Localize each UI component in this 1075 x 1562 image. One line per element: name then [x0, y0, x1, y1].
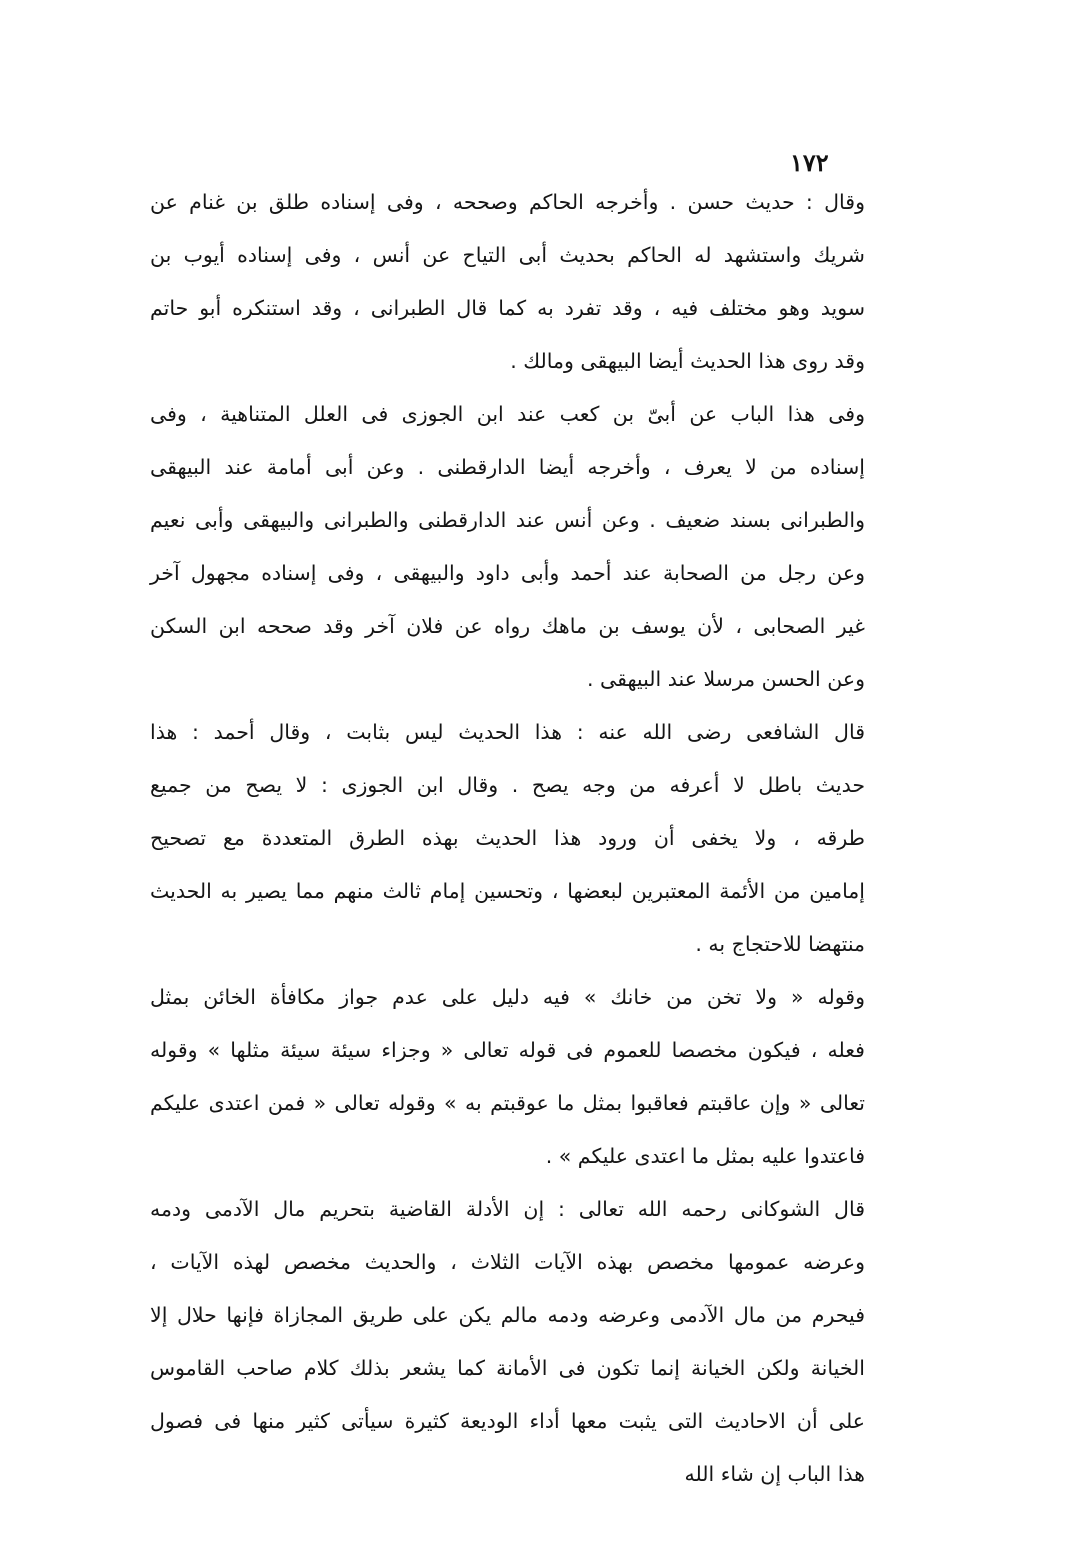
body-text	[150, 176, 865, 1501]
paragraph-2	[150, 388, 865, 706]
text-line: وعن رجل من الصحابة عند أحمد وأبى داود والبيهقى ، وفى إسناده مجهول آخر	[150, 561, 865, 585]
text-line: منتهضا للاحتجاج به .	[695, 932, 865, 956]
paragraph-1	[150, 176, 865, 388]
text-line: وقوله « ولا تخن من خانك » فيه دليل على عدم جواز مكافأة الخائن بمثل	[150, 985, 865, 1009]
text-line: هذا الباب إن شاء الله	[684, 1462, 865, 1486]
text-line: إسناده من لا يعرف ، وأخرجه أيضا الدارقطنى . وعن أبى أمامة عند البيهقى	[150, 455, 865, 479]
text-line: وقال : حديث حسن . وأخرجه الحاكم وصححه ، وفى إسناده طلق بن غنام عن	[150, 190, 865, 214]
text-line: حديث باطل لا أعرفه من وجه يصح . وقال ابن الجوزى : لا يصح من جميع	[150, 773, 865, 797]
text-line: شريك واستشهد له الحاكم بحديث أبى التياح عن أنس ، وفى إسناده أيوب بن	[150, 243, 865, 267]
text-line: قال الشوكانى رحمه الله تعالى : إن الأدلة القاضية بتحريم مال الآدمى ودمه	[150, 1197, 865, 1221]
paragraph-4	[150, 971, 865, 1183]
text-line: قال الشافعى رضى الله عنه : هذا الحديث ليس بثابت ، وقال أحمد : هذا	[150, 720, 865, 744]
text-line: إمامين من الأئمة المعتبرين لبعضها ، وتحسين إمام ثالث منهم مما يصير به الحديث	[150, 879, 865, 903]
text-line: وعن الحسن مرسلا عند البيهقى .	[586, 667, 865, 691]
text-line: والطبرانى بسند ضعيف . وعن أنس عند الدارقطنى والطبرانى والبيهقى وأبى نعيم	[150, 508, 865, 532]
text-line: سويد وهو مختلف فيه ، وقد تفرد به كما قال الطبرانى ، وقد استنكره أبو حاتم	[150, 296, 865, 320]
text-line: الخيانة ولكن الخيانة إنما تكون فى الأمانة كما يشعر بذلك كلام صاحب القاموس	[150, 1356, 865, 1380]
text-line: طرقه ، ولا يخفى أن ورود هذا الحديث بهذه الطرق المتعددة مع تصحيح	[150, 826, 865, 850]
text-line: تعالى « وإن عاقبتم فعاقبوا بمثل ما عوقبتم به » وقوله تعالى « فمن اعتدى عليكم	[150, 1091, 865, 1115]
paragraph-3	[150, 706, 865, 971]
text-line: غير الصحابى ، لأن يوسف بن ماهك رواه عن فلان آخر وقد صححه ابن السكن	[150, 614, 865, 638]
text-line: فاعتدوا عليه بمثل ما اعتدى عليكم » .	[545, 1144, 865, 1168]
paragraph-5	[150, 1183, 865, 1501]
text-line: على أن الاحاديث التى يثبت معها أداء الوديعة كثيرة سيأتى كثير منها فى فصول	[150, 1409, 865, 1433]
page-number: ١٧٢	[790, 148, 829, 177]
text-line: وقد روى هذا الحديث أيضا البيهقى ومالك .	[510, 349, 865, 373]
text-line: فيحرم من مال الآدمى وعرضه ودمه مالم يكن على طريق المجازاة فإنها حلال إلا	[150, 1303, 865, 1327]
text-line: فعله ، فيكون مخصصا للعموم فى قوله تعالى « وجزاء سيئة سيئة مثلها » وقوله	[150, 1038, 865, 1062]
text-line: وفى هذا الباب عن أبىّ بن كعب عند ابن الجوزى فى العلل المتناهية ، وفى	[150, 402, 865, 426]
text-line: وعرضه عمومها مخصص بهذه الآيات الثلاث ، والحديث مخصص لهذه الآيات ،	[150, 1250, 865, 1274]
